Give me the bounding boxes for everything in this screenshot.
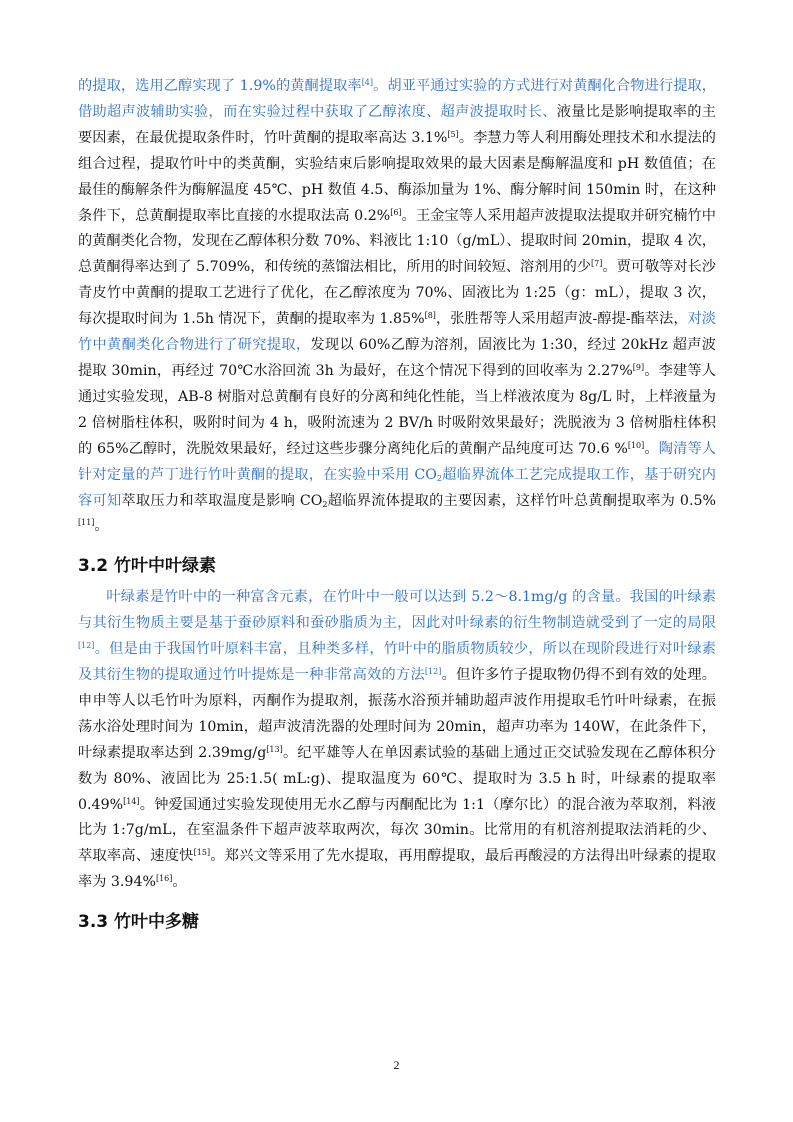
- section-heading-chlorophyll: 3.2 竹叶中叶绿素: [78, 556, 217, 577]
- paragraph-chlorophyll: [78, 585, 716, 896]
- citation-11: [11]: [78, 518, 95, 528]
- text-span: 。李建等人通过实验发现，AB-8 树脂对总黄酮有良好的分离和纯化性能，当上样液浓度为 8g/L 时，上样液量为 2 倍树脂柱体积，吸附时间为 4 h，吸附流速为 2 BV/h 时吸附效果最好；洗脱液为 3 倍树脂柱体积的 65%乙醇时，洗脱效果最好，经过这些步骤分离纯化后的黄酮产品纯度可达 70.6 %: [78, 362, 716, 457]
- paragraph-flavonoid-extraction: [78, 74, 716, 540]
- citation-15: [15]: [193, 848, 211, 858]
- text-span: 。钟爱国通过实验发现使用无水乙醇与丙酮配比为 1:1（摩尔比）的混合液为萃取剂，料液比为 1:7g/mL，在室温条件下超声波萃取两次，每次 30min。比常用的有机溶剂提取法消耗的少、萃取率高、速度快: [78, 796, 716, 865]
- text-span: 。王金宝等人采用超声波提取法提取并研究楠竹中的黄酮类化合物，发现在乙醇体积分数 70%、料液比 1:10（g/mL）、提取时间 20min，提取 4 次，总黄酮得率达到了 5.709%，和传统的蒸馏法相比，所用的时间较短、溶剂用的少: [78, 207, 716, 276]
- text-span: 。郑兴文等采用了先水提取，再用醇提取，最后再酸浸的方法得出叶绿素的提取率为 3.94%: [78, 848, 716, 891]
- citation-13: [13]: [266, 744, 283, 754]
- text-span: 叶绿素是竹叶中的一种富含元素，在竹叶中一般可以达到 5.2～8.1mg/g 的含量。我国的叶绿素与其衍生物质主要是基于蚕砂原料和蚕砂脂质为主，因此对叶绿素的衍生物制造就受到了一定的局限: [78, 589, 716, 632]
- text-span: ，张胜帮等人采用超声波-醇提-酯萃法，: [435, 311, 688, 328]
- text-span: 。但是由于我国竹叶原料丰富，且种类多样，竹叶中的脂质物质较少，所以在现阶段进行对叶绿素及其衍生物的提取通过竹叶提炼是一种非常高效的方法: [78, 641, 716, 684]
- text-span: 的提取，选用乙醇实现了 1.9%的黄酮提取率: [78, 78, 362, 94]
- citation-7: [7]: [591, 259, 603, 269]
- citation-10: [10]: [627, 440, 645, 450]
- page-number: 2: [393, 1058, 400, 1072]
- citation-12: [12]: [424, 667, 442, 677]
- subscript: 2: [322, 499, 328, 509]
- text-span: 。李慧力等人利用酶处理技术和水提法的组合过程，提取竹叶中的类黄酮，实验结束后影响提取效果的最大因素是酶解温度和 pH 数值值；在最佳的酶解条件为酶解温度 45℃、pH 数值 4.5、酶添加量为 1%、酶分解时间 150min 时，在这种条件下，总黄酮提取率比直接的水提取法高 0.2%: [78, 129, 716, 224]
- citation-4: [4]: [361, 78, 374, 87]
- document-page: [78, 74, 716, 941]
- citation-12: [12]: [78, 641, 95, 651]
- subscript: 2: [436, 473, 442, 483]
- text-span: 。: [172, 874, 187, 891]
- text-span: 陶清等人针对定量的芦丁进行竹叶黄酮的提取，在实验中采用 CO: [78, 440, 716, 483]
- text-span: 超临界流体提取的主要因素，这样竹叶总黄酮提取率为 0.5%: [327, 492, 716, 509]
- text-span: 。纪平雄等人在单因素试验的基础上通过正交试验发现在乙醇体积分数为 80%、液固比为 25:1.5( mL:g)、提取温度为 60℃、提取时为 3.5 h 时，叶绿素的提取率 0.49%: [78, 744, 716, 813]
- text-span: 对淡竹中黄酮类化合物进行了研究提取，: [78, 311, 716, 354]
- citation-5: [5]: [447, 129, 459, 139]
- text-span: 液量比是影响提取率的主要因素，在最优提取条件时，竹叶黄酮的提取率高达 3.1%: [78, 103, 716, 146]
- text-span: 萃取压力和萃取温度是影响 CO: [121, 492, 323, 509]
- citation-9: [9]: [632, 362, 645, 372]
- section-heading-polysaccharide: 3.3 竹叶中多糖: [78, 912, 200, 933]
- text-span: 。: [94, 518, 109, 535]
- citation-6: [6]: [390, 207, 402, 217]
- text-span: 超临界流体工艺完成提取工作，基于研究内容可知: [78, 466, 716, 509]
- text-span: 。胡亚平通过实验的方式进行对黄酮化合物进行提取，借助超声波辅助实验，而在实验过程中获取了乙醇浓度、超声波提取时长、: [78, 78, 716, 120]
- text-span: 发现以 60%乙醇为溶剂，固液比为 1:30，经过 20kHz 超声波提取 30min，再经过 70℃水浴回流 3h 为最好，在这个情况下得到的回收率为 2.27%: [78, 337, 716, 379]
- text-span: 。但许多竹子提取物仍得不到有效的处理。申申等人以毛竹叶为原料，丙酮作为提取剂，振荡水浴预并辅助超声波作用提取毛竹叶叶绿素，在振荡水浴处理时间为 10min，超声波清洗器的处理时间为 20min，超声功率为 140W，在此条件下，叶绿素提取率达到 2.39mg/g: [78, 667, 716, 761]
- text-span: 。: [644, 440, 659, 457]
- citation-14: [14]: [123, 796, 140, 806]
- citation-16: [16]: [155, 874, 173, 884]
- text-span: 。贾可敬等对长沙青皮竹中黄酮的提取工艺进行了优化，在乙醇浓度为 70%、固液比为 1:25（g：mL），提取 3 次，每次提取时间为 1.5h 情况下，黄酮的提取率为 1.85%: [78, 259, 716, 328]
- citation-8: [8]: [424, 311, 436, 321]
